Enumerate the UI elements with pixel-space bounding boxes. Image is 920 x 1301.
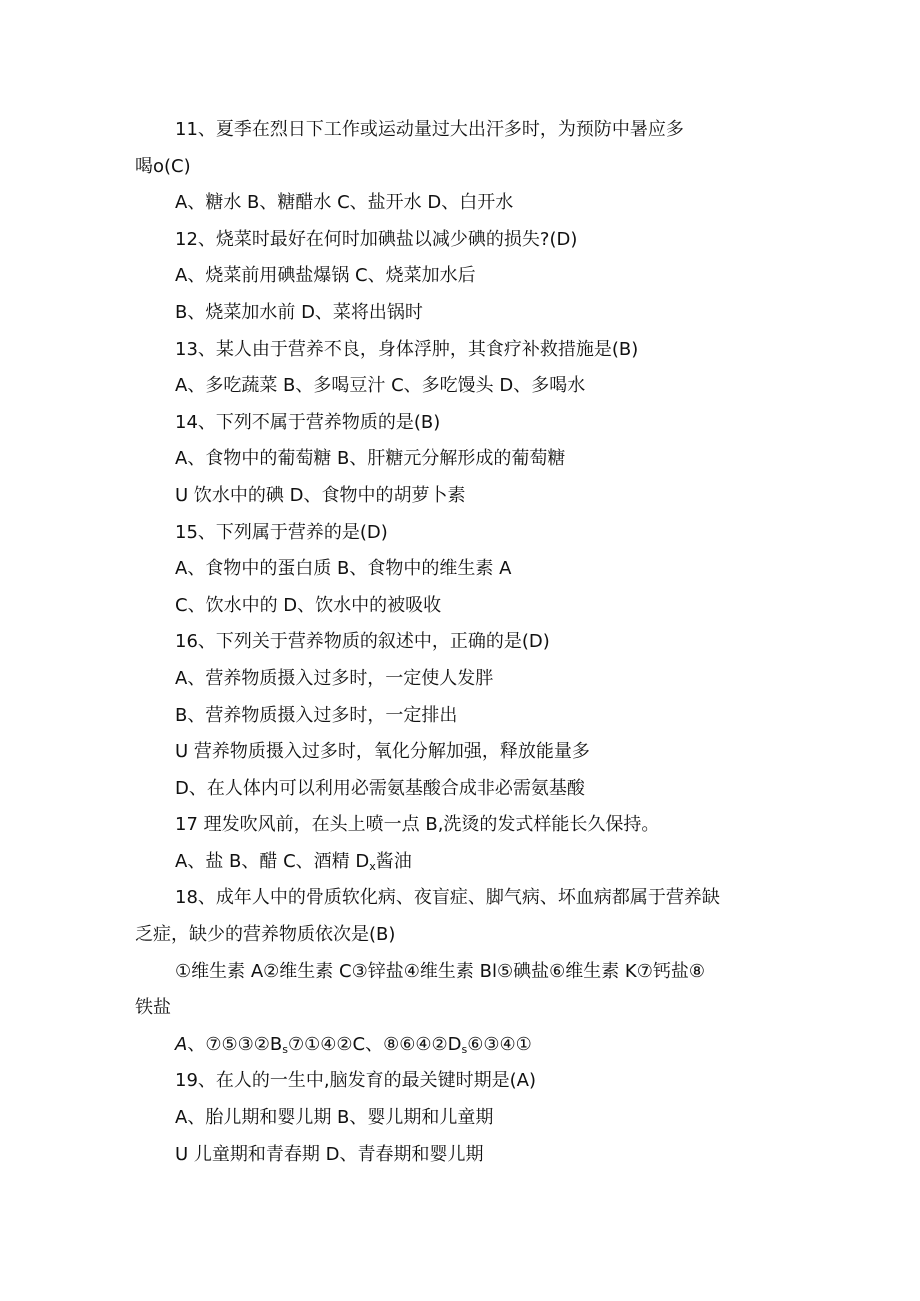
- question-14: 14、下列不属于营养物质的是(B): [175, 411, 441, 433]
- question-16: 16、下列关于营养物质的叙述中，正确的是(D): [175, 631, 550, 653]
- question-13-options: A、多吃蔬菜 B、多喝豆汁 C、多吃馒头 D、多喝水: [175, 375, 586, 397]
- question-18-options: [135, 1027, 785, 1064]
- question-list: [135, 112, 785, 1173]
- question-12: 12、烧菜时最好在何时加碘盐以减少碘的损失?(D): [175, 228, 578, 250]
- question-12-options-2: B、烧菜加水前 D、菜将出锅时: [175, 301, 423, 323]
- question-19: 19、在人的一生中,脑发育的最关键时期是(A): [175, 1070, 536, 1092]
- question-18-options-part-3: ⑥③④①: [467, 1033, 532, 1055]
- question-16-option-d: D、在人体内可以利用必需氨基酸合成非必需氨基酸: [175, 777, 585, 799]
- question-18-option-letter: A: [175, 1033, 188, 1055]
- question-18-subscript-2: s: [461, 1042, 468, 1056]
- question-17: 17 理发吹风前，在头上喷一点 B,洗烫的发式样能长久保持。: [175, 814, 660, 836]
- question-18-options-part-2: ⑦①④②C、⑧⑥④②D: [287, 1033, 462, 1055]
- question-19-options-2: U 儿童期和青春期 D、青春期和婴儿期: [175, 1143, 484, 1165]
- question-14-options-2: U 饮水中的碘 D、食物中的胡萝卜素: [175, 484, 466, 506]
- question-18-subscript-1: s: [282, 1042, 288, 1056]
- question-18-options-part-1: 、⑦⑤③②B: [187, 1033, 283, 1055]
- question-18-continuation: 乏症，缺少的营养物质依次是(B): [135, 924, 396, 946]
- question-11: 11、夏季在烈日下工作或运动量过大出汗多时，为预防中暑应多: [175, 119, 684, 140]
- question-14-options-1: A、食物中的葡萄糖 B、肝糖元分解形成的葡萄糖: [175, 448, 566, 470]
- question-15-options-2: C、饮水中的 D、饮水中的被吸收: [175, 594, 442, 616]
- question-18-items-continuation: 铁盐: [135, 997, 171, 1019]
- question-13: 13、某人由于营养不良，身体浮肿，其食疗补救措施是(B): [175, 338, 639, 360]
- question-11-continuation: 喝o(C): [135, 155, 191, 177]
- question-15-options-1: A、食物中的蛋白质 B、食物中的维生素 A: [175, 558, 512, 580]
- question-16-option-a: A、营养物质摄入过多时，一定使人发胖: [175, 667, 494, 689]
- question-16-option-c: U 营养物质摄入过多时，氧化分解加强，释放能量多: [175, 741, 590, 763]
- question-16-option-b: B、营养物质摄入过多时，一定排出: [175, 704, 458, 726]
- question-15: 15、下列属于营养的是(D): [175, 521, 388, 543]
- question-11-options: A、糖水 B、糖醋水 C、盐开水 D、白开水: [175, 192, 514, 214]
- question-17-options-text: A、盐 B、醋 C、酒精 D: [175, 850, 370, 872]
- question-19-options-1: A、胎儿期和婴儿期 B、婴儿期和儿童期: [175, 1107, 494, 1129]
- question-18: 18、成年人中的骨质软化病、夜盲症、脚气病、坏血病都属于营养缺: [175, 887, 720, 909]
- question-18-items: ①维生素 A②维生素 C③锌盐④维生素 Bl⑤碘盐⑥维生素 K⑦钙盐⑧: [175, 960, 706, 982]
- question-17-options: [135, 844, 785, 881]
- question-17-subscript: x: [369, 859, 376, 873]
- question-12-options-1: A、烧菜前用碘盐爆锅 C、烧菜加水后: [175, 265, 476, 287]
- question-17-options-tail: 酱油: [375, 850, 412, 872]
